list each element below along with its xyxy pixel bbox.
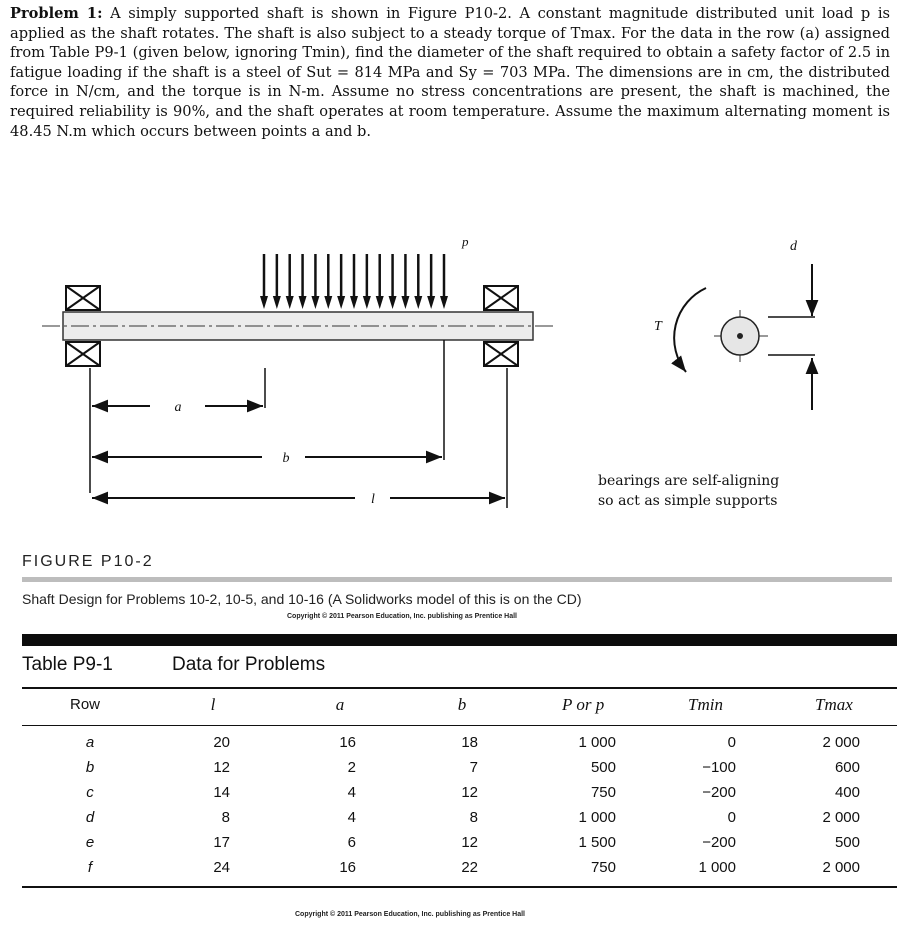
table-cell-l: 24 (213, 859, 230, 876)
shaft-diagram (0, 228, 907, 548)
table-name: Data for Problems (172, 654, 326, 675)
table-cell-a: 6 (347, 834, 356, 851)
load-arrow (273, 254, 281, 309)
table-cell-row: d (85, 809, 95, 826)
col-header-tmax: Tmax (815, 695, 853, 714)
table-cell-l: 20 (213, 734, 230, 751)
table-cell-a: 16 (339, 859, 356, 876)
table-cell-row: c (86, 784, 94, 801)
table-cell-tmin: −200 (702, 834, 736, 851)
table-cell-l: 12 (213, 759, 230, 776)
table-cell-tmax: 2 000 (822, 809, 860, 826)
table-cell-row: b (85, 759, 95, 776)
figure-rule (22, 577, 892, 582)
table-title (22, 654, 325, 676)
table-cell-p: 750 (590, 784, 616, 801)
table-cell-l: 17 (213, 834, 230, 851)
table-cell-p: 750 (590, 859, 616, 876)
table-rule-top (22, 687, 897, 689)
table-cell-b: 18 (461, 734, 478, 751)
shaft-cross-section (714, 310, 768, 362)
table-number: Table P9-1 (22, 654, 113, 675)
load-arrow (401, 254, 409, 309)
table-cell-b: 12 (461, 784, 478, 801)
table-cell-a: 4 (347, 809, 356, 826)
dim-l-label: l (371, 492, 375, 507)
table-cell-b: 7 (469, 759, 478, 776)
load-arrow (324, 254, 332, 309)
load-arrow (427, 254, 435, 309)
problem-statement (10, 4, 890, 141)
table-top-bar (22, 634, 897, 646)
load-arrow (311, 254, 319, 309)
bearing-note-line1: bearings are self-aligning (598, 473, 780, 489)
table-cell-tmax: 500 (834, 834, 860, 851)
dim-b-label: b (282, 451, 290, 466)
problem-heading: Problem 1: (10, 5, 103, 22)
load-arrow (260, 254, 268, 309)
figure-copyright: Copyright © 2011 Pearson Education, Inc. publishing as Prentice Hall (287, 613, 517, 620)
table-copyright: Copyright © 2011 Pearson Education, Inc. publishing as Prentice Hall (295, 911, 525, 918)
col-header-l: l (210, 695, 216, 714)
table-cell-tmax: 2 000 (822, 859, 860, 876)
table-cell-b: 12 (461, 834, 478, 851)
table-rule-header (22, 725, 897, 726)
table-cell-tmin: −100 (702, 759, 736, 776)
table-cell-p: 1 500 (578, 834, 616, 851)
figure-caption: Shaft Design for Problems 10-2, 10-5, and 10-16 (A Solidworks model of this is on the CD) (22, 591, 582, 607)
distributed-load-arrows (260, 254, 448, 309)
load-arrow (363, 254, 371, 309)
load-arrow (440, 254, 448, 309)
table-cell-tmax: 2 000 (822, 734, 860, 751)
load-arrow (376, 254, 384, 309)
table-cell-b: 22 (461, 859, 478, 876)
load-arrow (389, 254, 397, 309)
table-rule-bottom (22, 886, 897, 888)
table-cell-a: 16 (339, 734, 356, 751)
table-cell-a: 4 (347, 784, 356, 801)
col-header-row: Row (70, 696, 101, 713)
figure-label: FIGURE P10-2 (22, 553, 154, 570)
load-arrow (337, 254, 345, 309)
table-cell-tmax: 600 (834, 759, 860, 776)
table-cell-l: 14 (213, 784, 230, 801)
load-label: p (462, 234, 469, 249)
table-cell-a: 2 (347, 759, 356, 776)
problem-text: A simply supported shaft is shown in Figure P10-2. A constant magnitude distributed unit load p is applied as the shaft rotates. The shaft is also subject to a steady torque of Tmax. For the data in the row (a) assigned from Table P9-1 (given below, ignoring Tmin), find the diameter of the shaft required to obtain a safety factor of 2.5 in fatigue loading if the shaft is a steel of Sut = 814 MPa and Sy = 703 MPa. The dimensions are in cm, the distributed force in N/cm, and the torque is in N-m. Assume no stress concentrations are present, the shaft is machined, the required reliability is 90%, and the shaft operates at room temperature. Assume the maximum alternating moment is 48.45 N.m which occurs between points a and b. (10, 5, 891, 140)
table-cell-tmin: 0 (727, 734, 736, 751)
table-cell-p: 1 000 (578, 734, 616, 751)
table-cell-tmax: 400 (834, 784, 860, 801)
table-cell-row: a (85, 734, 95, 751)
table-cell-tmin: 1 000 (698, 859, 736, 876)
table-cell-p: 1 000 (578, 809, 616, 826)
table-cell-b: 8 (469, 809, 478, 826)
table-cell-tmin: −200 (702, 784, 736, 801)
diameter-label: d (790, 239, 797, 254)
load-arrow (286, 254, 294, 309)
table-cell-row: e (85, 834, 95, 851)
table-cell-tmin: 0 (727, 809, 736, 826)
table-cell-l: 8 (221, 809, 230, 826)
table-cell-p: 500 (590, 759, 616, 776)
col-header-a: a (335, 695, 345, 714)
load-arrow (350, 254, 358, 309)
col-header-b: b (457, 695, 467, 714)
col-header-p: P or p (562, 695, 605, 714)
load-arrow (414, 254, 422, 309)
torque-label: T (654, 319, 662, 334)
bearing-note-line2: so act as simple supports (598, 493, 778, 509)
col-header-tmin: Tmin (688, 695, 723, 714)
load-arrow (299, 254, 307, 309)
table-cell-row: f (87, 859, 93, 876)
torque-arrow (674, 288, 706, 372)
dim-a-label: a (174, 400, 182, 415)
